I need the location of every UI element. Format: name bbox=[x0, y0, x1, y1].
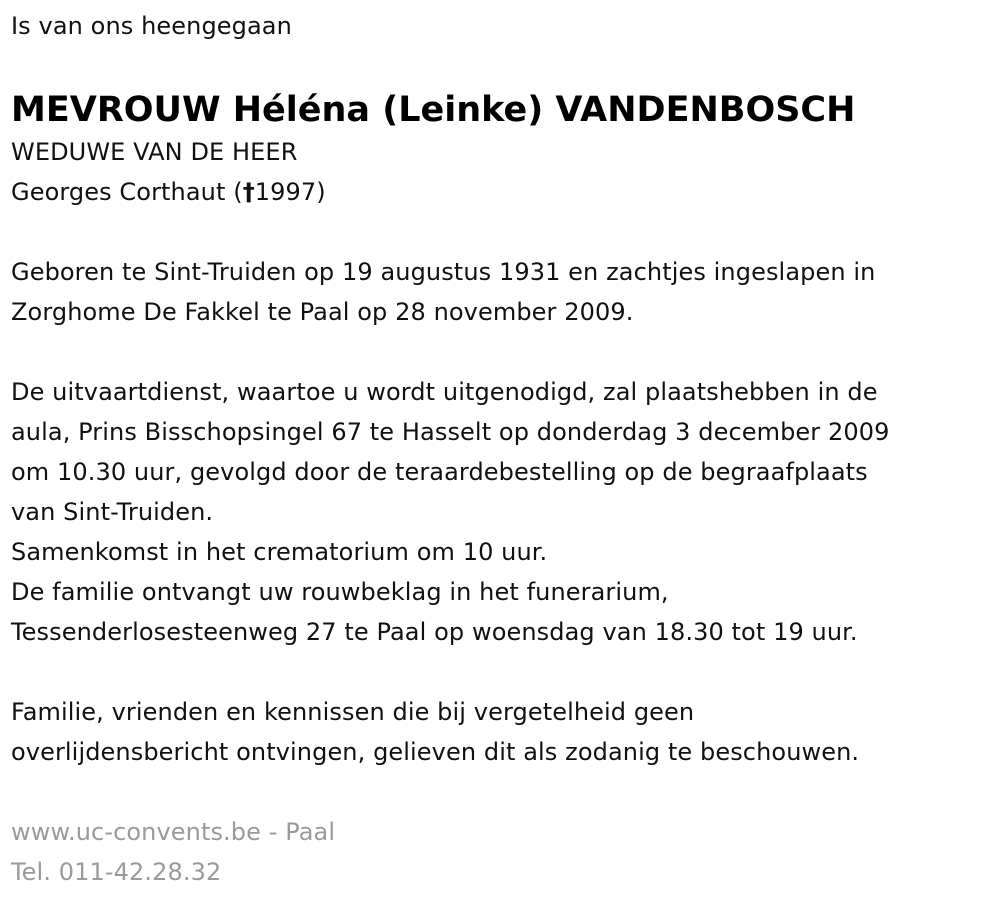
spouse-line bbox=[11, 172, 991, 212]
spacer bbox=[11, 332, 991, 372]
birth-line: Geboren te Sint-Truiden op 19 augustus 1931 en zachtjes ingeslapen in bbox=[11, 258, 876, 286]
spacer bbox=[11, 772, 991, 812]
footer-website: www.uc-convents.be - Paal bbox=[11, 818, 336, 846]
service-line: De uitvaartdienst, waartoe u wordt uitgenodigd, zal plaatshebben in de bbox=[11, 378, 878, 406]
spacer bbox=[11, 212, 991, 252]
intro-text: Is van ons heengegaan bbox=[11, 12, 292, 40]
closing-line: overlijdensbericht ontvingen, gelieven dit als zodanig te beschouwen. bbox=[11, 738, 860, 766]
gathering-line: Samenkomst in het crematorium om 10 uur. bbox=[11, 538, 548, 566]
condolence-line: Tessenderlosesteenweg 27 te Paal op woensdag van 18.30 tot 19 uur. bbox=[11, 618, 858, 646]
deceased-name: MEVROUW Héléna (Leinke) VANDENBOSCH bbox=[11, 90, 856, 130]
service-line: aula, Prins Bisschopsingel 67 te Hasselt op donderdag 3 december 2009 bbox=[11, 418, 890, 446]
cross-icon: † bbox=[242, 178, 255, 206]
widow-line: WEDUWE VAN DE HEER bbox=[11, 138, 298, 166]
service-line: om 10.30 uur, gevolgd door de teraardebestelling op de begraafplaats bbox=[11, 458, 868, 486]
spacer bbox=[11, 652, 991, 692]
spouse-name: Georges Corthaut ( bbox=[11, 178, 243, 206]
condolence-line: De familie ontvangt uw rouwbeklag in het funerarium, bbox=[11, 578, 669, 606]
death-notice bbox=[11, 0, 991, 892]
closing-line: Familie, vrienden en kennissen die bij vergetelheid geen bbox=[11, 698, 695, 726]
service-line: van Sint-Truiden. bbox=[11, 498, 214, 526]
birth-line: Zorghome De Fakkel te Paal op 28 november 2009. bbox=[11, 298, 634, 326]
footer-phone: Tel. 011-42.28.32 bbox=[11, 858, 222, 886]
spouse-year: 1997) bbox=[254, 178, 326, 206]
